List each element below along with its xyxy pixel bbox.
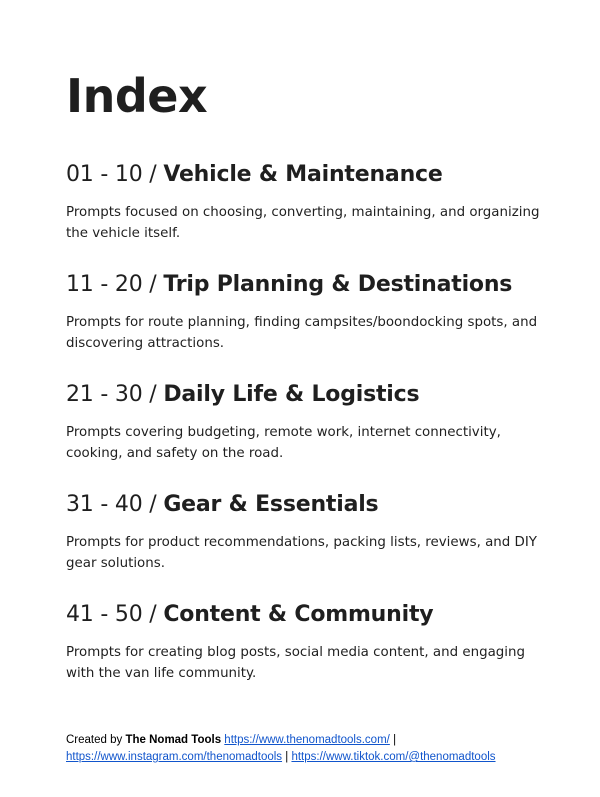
section-heading [66, 600, 546, 630]
section-range: 31 - 40 [66, 492, 143, 517]
instagram-link[interactable]: https://www.instagram.com/thenomadtools [66, 751, 283, 763]
page-title: Index [66, 69, 208, 123]
section-range: 41 - 50 [66, 602, 143, 627]
section-description: Prompts focused on choosing, converting, maintaining, and organizing the vehicle itself. [66, 205, 540, 241]
section-content-community [66, 600, 546, 684]
link-divider: | [285, 751, 289, 763]
section-vehicle-maintenance [66, 160, 546, 244]
section-separator: / [142, 272, 164, 297]
link-divider: | [393, 734, 397, 746]
section-gear-essentials [66, 490, 546, 574]
section-range: 21 - 30 [66, 382, 143, 407]
section-category: Daily Life & Logistics [163, 382, 420, 407]
website-link[interactable]: https://www.thenomadtools.com/ [224, 734, 390, 746]
created-by-text: Created by [66, 734, 123, 746]
section-heading [66, 160, 546, 190]
section-category: Content & Community [163, 602, 434, 627]
section-description: Prompts covering budgeting, remote work, internet connectivity, cooking, and safety on the road. [66, 425, 501, 461]
section-daily-life [66, 380, 546, 464]
footer-credits [66, 732, 546, 766]
section-description: Prompts for creating blog posts, social media content, and engaging with the van life community. [66, 645, 526, 681]
brand-name: The Nomad Tools [125, 734, 222, 746]
section-heading [66, 270, 546, 300]
section-separator: / [142, 382, 164, 407]
section-separator: / [142, 602, 164, 627]
section-category: Trip Planning & Destinations [163, 272, 513, 297]
section-separator: / [142, 162, 164, 187]
section-trip-planning [66, 270, 546, 354]
section-separator: / [142, 492, 164, 517]
section-category: Vehicle & Maintenance [163, 162, 443, 187]
section-range: 01 - 10 [66, 162, 143, 187]
section-heading [66, 490, 546, 520]
section-category: Gear & Essentials [163, 492, 379, 517]
section-description: Prompts for route planning, finding campsites/boondocking spots, and discovering attractions. [66, 315, 538, 351]
tiktok-link[interactable]: https://www.tiktok.com/@thenomadtools [291, 751, 496, 763]
section-heading [66, 380, 546, 410]
section-range: 11 - 20 [66, 272, 143, 297]
section-description: Prompts for product recommendations, packing lists, reviews, and DIY gear solutions. [66, 535, 537, 571]
